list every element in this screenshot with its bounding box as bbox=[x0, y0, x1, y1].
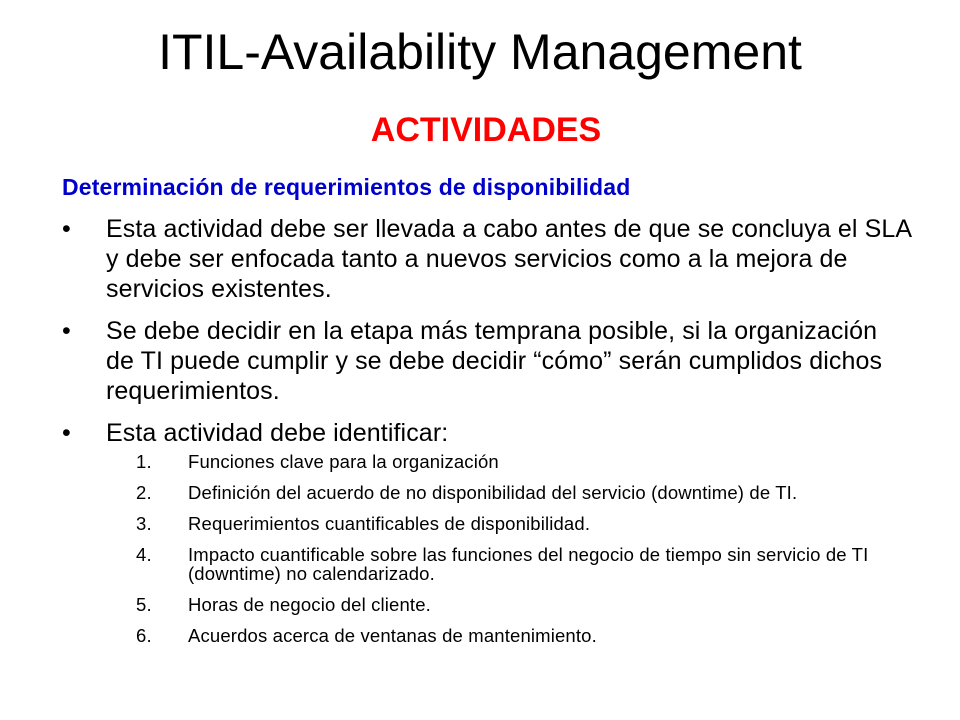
bullet-item bbox=[62, 316, 912, 406]
list-item-number: 3. bbox=[136, 513, 152, 534]
list-item-text: Impacto cuantificable sobre las funciones del negocio de tiempo sin servicio de TI (downtime) no calendarizado. bbox=[188, 544, 869, 584]
bullet-dot-icon: • bbox=[62, 317, 71, 345]
list-item bbox=[136, 595, 906, 614]
list-item-number: 4. bbox=[136, 544, 152, 565]
list-item-text: Horas de negocio del cliente. bbox=[188, 594, 431, 615]
bullet-dot-icon: • bbox=[62, 419, 71, 447]
slide-title: ITIL-Availability Management bbox=[158, 24, 802, 80]
bullet-text: Esta actividad debe identificar: bbox=[106, 419, 449, 447]
numbered-list bbox=[136, 452, 906, 645]
list-item-number: 2. bbox=[136, 482, 152, 503]
list-item bbox=[136, 514, 906, 533]
section-heading: Determinación de requerimientos de disponibilidad bbox=[62, 174, 631, 200]
list-item-text: Acuerdos acerca de ventanas de mantenimiento. bbox=[188, 625, 597, 646]
bullet-text: Esta actividad debe ser llevada a cabo antes de que se concluya el SLA y debe ser enfocada tanto a nuevos servicios como a la mejora de servicios existentes. bbox=[106, 215, 911, 303]
list-item-text: Requerimientos cuantificables de disponibilidad. bbox=[188, 513, 591, 534]
list-item-text: Funciones clave para la organización bbox=[188, 451, 499, 472]
list-item-text: Definición del acuerdo de no disponibilidad del servicio (downtime) de TI. bbox=[188, 482, 798, 503]
bullet-list bbox=[62, 214, 912, 448]
bullet-item bbox=[62, 214, 912, 304]
bullet-dot-icon: • bbox=[62, 215, 71, 243]
list-item bbox=[136, 545, 906, 583]
list-item-number: 5. bbox=[136, 594, 152, 615]
list-item bbox=[136, 483, 906, 502]
slide-subtitle: ACTIVIDADES bbox=[370, 111, 602, 149]
list-item-number: 1. bbox=[136, 451, 152, 472]
list-item bbox=[136, 626, 906, 645]
list-item bbox=[136, 452, 906, 471]
bullet-text: Se debe decidir en la etapa más temprana posible, si la organización de TI puede cumplir y se debe decidir “cómo” serán cumplidos dichos requerimientos. bbox=[106, 317, 883, 405]
list-item-number: 6. bbox=[136, 625, 152, 646]
bullet-item bbox=[62, 418, 912, 448]
